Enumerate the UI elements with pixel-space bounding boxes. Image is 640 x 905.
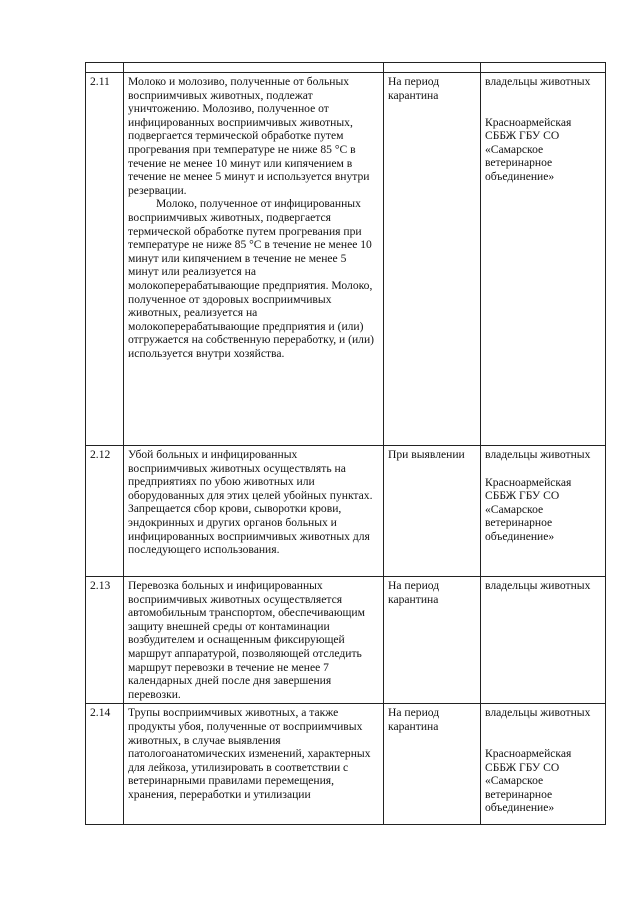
responsible-party	[481, 577, 606, 704]
responsible-party	[481, 73, 606, 446]
description-paragraph: Трупы восприимчивых животных, а также продукты убоя, полученные от восприимчивых животных, в случае выявления патологоанатомических изменений, характерных для лейкоза, утилизировать в соответствии с ветеринарными правилами перемещения, хранения, переработки и утилизации	[128, 706, 371, 801]
table-row	[86, 704, 606, 825]
measures-table	[85, 62, 606, 825]
measure-description	[124, 73, 384, 446]
measure-description	[124, 577, 384, 704]
measure-term: При выявлении	[384, 446, 481, 577]
row-number: 2.12	[86, 446, 124, 577]
row-number: 2.13	[86, 577, 124, 704]
description-paragraph: Убой больных и инфицированных восприимчивых животных осуществлять на предприятиях по убою животных или оборудованных для этих целей убойных пунктах. Запрещается сбор крови, сыворотки крови, эндокринных и других органов больных и инфицированных восприимчивых животных для последующего использования.	[128, 448, 373, 557]
responsible-party	[481, 446, 606, 577]
description-paragraph: Перевозка больных и инфицированных восприимчивых животных осуществляется автомобильным транспортом, обеспечивающим защиту внешней среды от контаминации возбудителем и оснащенным фиксирующей маршрут аппаратурой, позволяющей отследить маршрут перевозки в течение не менее 7 календарных дней после дня завершения перевозки.	[128, 579, 365, 701]
responsible-vet-service: Красноармейская СББЖ ГБУ СО «Самарское ветеринарное объединение»	[485, 746, 572, 815]
measure-description	[124, 446, 384, 577]
table-row	[86, 446, 606, 577]
table-row	[86, 577, 606, 704]
responsible-vet-service: Красноармейская СББЖ ГБУ СО «Самарское ветеринарное объединение»	[485, 115, 572, 183]
responsible-party	[481, 704, 606, 825]
responsible-vet-service: Красноармейская СББЖ ГБУ СО «Самарское ветеринарное объединение»	[485, 475, 572, 543]
table-header-row	[86, 63, 606, 73]
responsible-owners: владельцы животных	[485, 448, 591, 461]
measure-term: На период карантина	[384, 704, 481, 825]
description-paragraph: Молоко, полученное от инфицированных восприимчивых животных, подвергается термической обработке путем прогревания при температуре не ниже 85 °С в течение не менее 10 минут или кипячением в течение не менее 5 минут или реализуется на молокоперерабатывающие предприятия. Молоко, полученное от здоровых восприимчивых животных, реализуется на молокоперерабатывающие предприятия и (или) отгружается на собственную переработку, и (или) используется внутри хозяйства.	[128, 197, 375, 360]
row-number: 2.14	[86, 704, 124, 825]
measure-term: На период карантина	[384, 577, 481, 704]
row-number: 2.11	[86, 73, 124, 446]
description-paragraph: Молоко и молозиво, полученные от больных восприимчивых животных, подлежат уничтожению. Молозиво, полученное от инфицированных восприимчивых животных, подвергается термической обработке путем прогревания при температуре не ниже 85 °С в течение не менее 10 минут или кипячением в течение не менее 5 минут и используется внутри резервации.	[128, 75, 370, 197]
table-row	[86, 73, 606, 446]
responsible-owners: владельцы животных	[485, 706, 591, 720]
measure-description	[124, 704, 384, 825]
responsible-owners: владельцы животных	[485, 579, 591, 592]
measure-term: На период карантина	[384, 73, 481, 446]
responsible-owners: владельцы животных	[485, 75, 591, 88]
